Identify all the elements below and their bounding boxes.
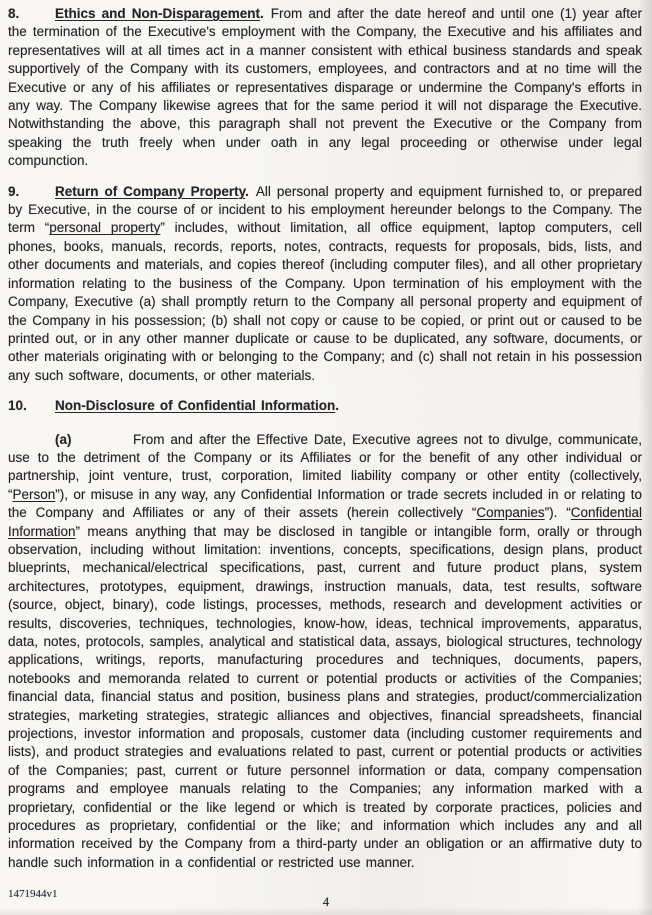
section-9-paragraph — [8, 183, 642, 385]
section-9-heading-period: . — [245, 183, 249, 199]
section-8-heading: Ethics and Non-Disparagement — [55, 6, 261, 21]
document-id: 1471944v1 — [8, 887, 58, 900]
subsection-a-label: (a) — [55, 431, 72, 447]
subsection-a-body: From and after the Effective Date, Executive agrees not to divulge, communicate, use to the detriment of the Company or its Affiliates or for the benefit of any other individual or partnership, joint venture, trust, corporation, limited liability company or other entity (collectively, “Person”), or misuse in any way, any Confidential Information or trade secrets included in or relating to the Company and Affiliates or any of their assets (herein collectively “Companies”). “Confidential Information” means anything that may be disclosed in tangible or intangible form, orally or through observation, including without limitation: inventions, concepts, specifications, design plans, product blueprints, mechanical/electrical specifications, past, current and future product plans, system architectures, prototypes, equipment, drawings, instruction manuals, data, test results, software (source, object, binary), code listings, processes, methods, research and development activities or results, discoveries, techniques, technologies, know-how, ideas, technical improvements, apparatus, data, notes, protocols, samples, analytical and statistical data, assays, biological structures, technology applications, writings, reports, manufacturing procedures and techniques, documents, papers, notebooks and memoranda related to current or potential products or activities of the Companies; financial data, financial status and position, business plans and strategies, product/commercialization strategies, marketing strategies, strategic alliances and objectives, financial spreadsheets, financial projections, investor information and proposals, customer data (including customer requirements and lists), and product strategies and evaluations related to past, current or potential products or activities of the Companies; past, current or future personnel information or data, company compensation programs and employee manuals relating to the Companies; any information marked with a proprietary, confidential or the like legend or which is treated by corporate practices, policies and procedures as proprietary, confidential or the like; and information which includes any and all information received by the Company from a third-party under an obligation or an affirmative duty to handle such information in a confidential or restricted use manner. — [8, 431, 643, 870]
page-content — [8, 5, 642, 884]
section-10-heading-period: . — [335, 398, 339, 414]
section-9-heading: Return of Company Property — [55, 183, 246, 199]
page-number: 4 — [322, 894, 330, 909]
section-8-paragraph — [8, 5, 642, 171]
section-9-number: 9. — [8, 183, 20, 199]
section-8-number: 8. — [8, 6, 20, 21]
section-10-heading: Non-Disclosure of Confidential Information — [55, 398, 336, 414]
section-8-body: From and after the date hereof and until one (1) year after the termination of the Executive's employment with the Company, the Executive and his affiliates and representatives will at all times act in a manner consistent with ethical business standards and speak supportively of the Company with its customers, employees, and contractors and at no time will the Executive or any of his affiliates or representatives disparage or undermine the Company's efforts in any way. The Company likewise agrees that for the same period it will not disparage the Executive. Notwithstanding the above, this paragraph shall not prevent the Executive or the Company from speaking the truth freely when under oath in any legal proceeding or otherwise under legal compunction. — [8, 6, 642, 169]
section-10-number: 10. — [8, 398, 27, 414]
section-9-body: All personal property and equipment furnished to, or prepared by Executive, in the course of or incident to his employment hereunder belongs to the Company. The term “personal property” includes, without limitation, all office equipment, laptop computers, cell phones, books, manuals, records, reports, notes, contracts, requests for proposals, bids, lists, and other documents and materials, and copies thereof (including computer files), and all other proprietary information relating to the business of the Company. Upon termination of his employment with the Company, Executive (a) shall promptly return to the Company all personal property and equipment of the Company in his possession; (b) shall not copy or cause to be copied, or print out or caused to be printed out, or in any other manner duplicate or cause to be duplicated, any software, documents, or other materials originating with or belonging to the Company; and (c) shall not retain in his possession any such software, documents, or other materials. — [8, 183, 642, 383]
section-10-heading-paragraph — [8, 397, 642, 415]
section-8-heading-period: . — [260, 6, 264, 21]
subsection-a-paragraph — [8, 431, 642, 873]
